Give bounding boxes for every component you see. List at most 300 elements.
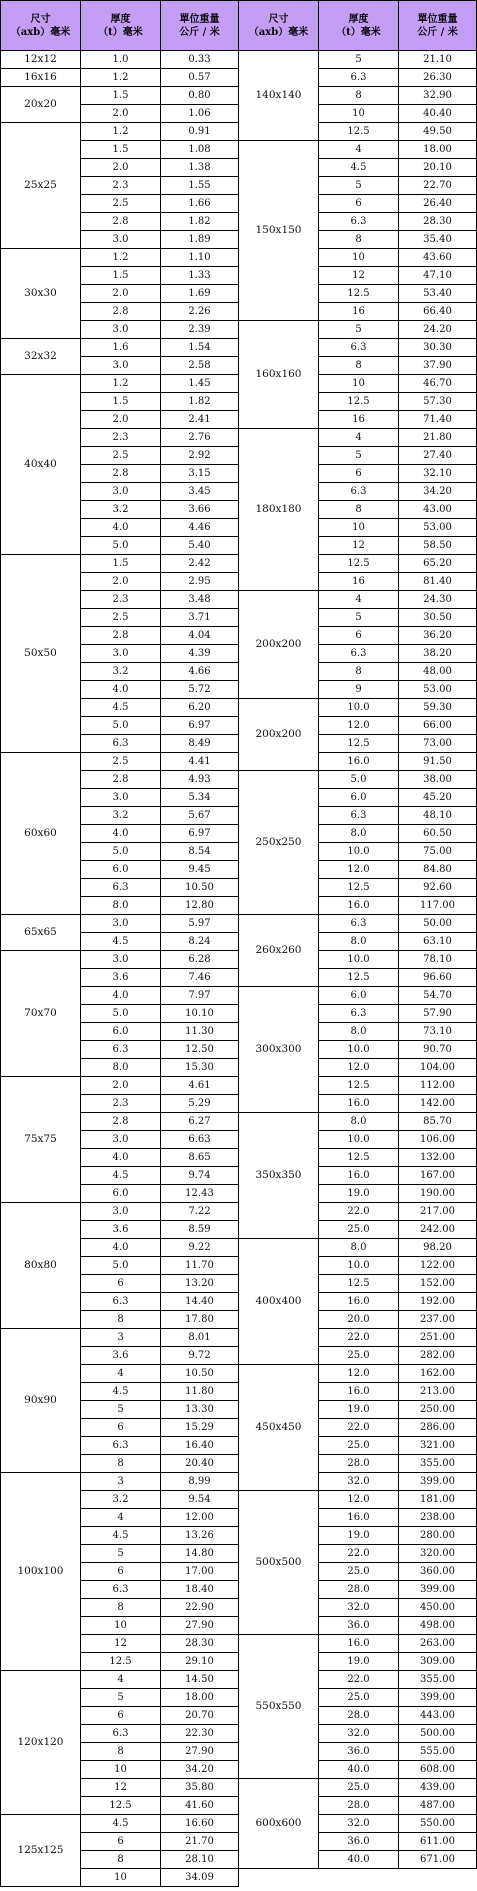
thickness-cell: 3 [81,1329,161,1347]
thickness-cell: 2.5 [81,609,161,627]
unit-weight-cell: 66.00 [399,717,477,735]
unit-weight-cell: 1.69 [161,285,239,303]
unit-weight-cell: 38.20 [399,645,477,663]
thickness-cell: 4.0 [81,987,161,1005]
thickness-cell: 6.3 [81,1581,161,1599]
thickness-cell: 20.0 [319,1311,399,1329]
table-row [1,555,239,573]
size-cell: 250x250 [239,771,319,915]
thickness-cell: 10.0 [319,1041,399,1059]
thickness-cell: 1.0 [81,51,161,69]
unit-weight-cell: 60.50 [399,825,477,843]
unit-weight-cell: 48.00 [399,663,477,681]
header-thickness: 厚度 （t）毫米 [319,1,399,51]
unit-weight-cell: 53.40 [399,285,477,303]
thickness-cell: 3.0 [81,789,161,807]
thickness-cell: 25.0 [319,1221,399,1239]
thickness-cell: 16 [319,573,399,591]
unit-weight-cell: 7.46 [161,969,239,987]
thickness-cell: 6 [81,1707,161,1725]
thickness-cell: 6 [81,1833,161,1851]
table-row [1,69,239,87]
thickness-cell: 8 [319,231,399,249]
thickness-cell: 4.5 [81,699,161,717]
unit-weight-cell: 152.00 [399,1275,477,1293]
thickness-cell: 28.0 [319,1455,399,1473]
unit-weight-cell: 7.97 [161,987,239,1005]
size-cell: 20x20 [1,87,81,123]
size-cell: 550x550 [239,1635,319,1779]
thickness-cell: 6 [319,627,399,645]
table-row [1,87,239,105]
thickness-cell: 1.2 [81,375,161,393]
unit-weight-cell: 11.80 [161,1383,239,1401]
thickness-cell: 25.0 [319,1689,399,1707]
unit-weight-cell: 11.70 [161,1257,239,1275]
unit-weight-cell: 2.76 [161,429,239,447]
table-row [1,1473,239,1491]
thickness-cell: 10.0 [319,1257,399,1275]
thickness-cell: 5.0 [319,771,399,789]
unit-weight-cell: 4.93 [161,771,239,789]
thickness-cell: 1.5 [81,555,161,573]
thickness-cell: 19.0 [319,1401,399,1419]
thickness-cell: 3.2 [81,663,161,681]
thickness-cell: 12.5 [319,969,399,987]
unit-weight-cell: 24.20 [399,321,477,339]
header-unit-weight: 單位重量 公斤 / 米 [161,1,239,51]
thickness-cell: 12.0 [319,1365,399,1383]
thickness-cell: 12 [81,1779,161,1797]
size-cell: 125x125 [1,1815,81,1887]
thickness-cell: 2.0 [81,105,161,123]
unit-weight-cell: 22.30 [161,1725,239,1743]
unit-weight-cell: 6.20 [161,699,239,717]
unit-weight-cell: 47.10 [399,267,477,285]
thickness-cell: 4 [81,1671,161,1689]
header-size: 尺寸 （axb）毫米 [1,1,81,51]
unit-weight-cell: 75.00 [399,843,477,861]
thickness-cell: 4.5 [81,1815,161,1833]
thickness-cell: 5 [81,1401,161,1419]
unit-weight-cell: 27.90 [161,1743,239,1761]
thickness-cell: 5.0 [81,717,161,735]
size-cell: 260x260 [239,915,319,987]
unit-weight-cell: 498.00 [399,1617,477,1635]
thickness-cell: 1.5 [81,141,161,159]
unit-weight-cell: 34.20 [161,1761,239,1779]
size-cell: 60x60 [1,753,81,915]
thickness-cell: 8 [81,1455,161,1473]
unit-weight-cell: 181.00 [399,1491,477,1509]
size-cell: 16x16 [1,69,81,87]
thickness-cell: 2.3 [81,177,161,195]
unit-weight-cell: 20.10 [399,159,477,177]
unit-weight-cell: 213.00 [399,1383,477,1401]
weight-table-left [0,0,239,1887]
unit-weight-cell: 192.00 [399,1293,477,1311]
unit-weight-cell: 4.41 [161,753,239,771]
thickness-cell: 6 [319,465,399,483]
thickness-cell: 1.5 [81,393,161,411]
size-cell: 70x70 [1,951,81,1077]
size-cell: 65x65 [1,915,81,951]
thickness-cell: 16.0 [319,897,399,915]
unit-weight-cell: 450.00 [399,1599,477,1617]
size-cell: 32x32 [1,339,81,375]
header-unit-weight: 單位重量 公斤 / 米 [399,1,477,51]
table-header-row [1,1,239,51]
unit-weight-cell: 1.54 [161,339,239,357]
thickness-cell: 6.3 [81,735,161,753]
unit-weight-cell: 35.80 [161,1779,239,1797]
unit-weight-cell: 11.30 [161,1023,239,1041]
unit-weight-cell: 1.82 [161,393,239,411]
unit-weight-cell: 4.46 [161,519,239,537]
thickness-cell: 8.0 [319,1113,399,1131]
table-row [1,123,239,141]
unit-weight-cell: 85.70 [399,1113,477,1131]
thickness-cell: 12 [319,267,399,285]
thickness-cell: 8 [81,1599,161,1617]
unit-weight-cell: 250.00 [399,1401,477,1419]
unit-weight-cell: 5.34 [161,789,239,807]
size-cell: 140x140 [239,51,319,141]
unit-weight-cell: 12.00 [161,1509,239,1527]
thickness-cell: 3.0 [81,357,161,375]
unit-weight-cell: 6.28 [161,951,239,969]
thickness-cell: 3.0 [81,231,161,249]
unit-weight-cell: 38.00 [399,771,477,789]
unit-weight-cell: 9.54 [161,1491,239,1509]
thickness-cell: 28.0 [319,1581,399,1599]
unit-weight-cell: 49.50 [399,123,477,141]
thickness-cell: 10 [81,1617,161,1635]
table-row [1,915,239,933]
thickness-cell: 2.0 [81,573,161,591]
thickness-cell: 8.0 [319,825,399,843]
thickness-cell: 3 [81,1473,161,1491]
unit-weight-cell: 41.60 [161,1797,239,1815]
unit-weight-cell: 238.00 [399,1509,477,1527]
thickness-cell: 1.2 [81,249,161,267]
thickness-cell: 4.0 [81,1239,161,1257]
thickness-cell: 3.0 [81,483,161,501]
thickness-cell: 10 [81,1761,161,1779]
unit-weight-cell: 13.20 [161,1275,239,1293]
unit-weight-cell: 1.08 [161,141,239,159]
unit-weight-cell: 26.30 [399,69,477,87]
size-cell: 300x300 [239,987,319,1113]
thickness-cell: 5.0 [81,843,161,861]
unit-weight-cell: 16.40 [161,1437,239,1455]
thickness-cell: 6.0 [319,789,399,807]
table-row [239,51,477,69]
thickness-cell: 1.5 [81,87,161,105]
thickness-cell: 6 [81,1419,161,1437]
unit-weight-cell: 487.00 [399,1797,477,1815]
thickness-cell: 6.3 [319,69,399,87]
thickness-cell: 16 [319,303,399,321]
thickness-cell: 2.8 [81,627,161,645]
unit-weight-cell: 4.66 [161,663,239,681]
thickness-cell: 12 [81,1635,161,1653]
thickness-cell: 4.0 [81,681,161,699]
unit-weight-cell: 0.80 [161,87,239,105]
unit-weight-cell: 3.48 [161,591,239,609]
unit-weight-cell: 1.10 [161,249,239,267]
thickness-cell: 10.0 [319,699,399,717]
unit-weight-cell: 18.00 [399,141,477,159]
unit-weight-cell: 1.38 [161,159,239,177]
unit-weight-cell: 9.72 [161,1347,239,1365]
thickness-cell: 12.5 [319,123,399,141]
thickness-cell: 9 [319,681,399,699]
unit-weight-cell: 32.10 [399,465,477,483]
unit-weight-cell: 106.00 [399,1131,477,1149]
unit-weight-cell: 9.22 [161,1239,239,1257]
table-row [239,429,477,447]
thickness-cell: 5 [319,51,399,69]
thickness-cell: 16.0 [319,753,399,771]
thickness-cell: 12.5 [319,285,399,303]
thickness-cell: 6.0 [81,1185,161,1203]
table-row [1,1815,239,1833]
unit-weight-cell: 242.00 [399,1221,477,1239]
unit-weight-cell: 14.80 [161,1545,239,1563]
unit-weight-cell: 5.29 [161,1095,239,1113]
thickness-cell: 19.0 [319,1653,399,1671]
thickness-cell: 8.0 [319,1239,399,1257]
size-cell: 80x80 [1,1203,81,1329]
size-cell: 25x25 [1,123,81,249]
unit-weight-cell: 5.40 [161,537,239,555]
thickness-cell: 10 [319,519,399,537]
thickness-cell: 4.0 [81,1149,161,1167]
thickness-cell: 3.0 [81,645,161,663]
thickness-cell: 4.5 [81,1383,161,1401]
thickness-cell: 6.3 [319,915,399,933]
table-row [239,1635,477,1653]
unit-weight-cell: 1.06 [161,105,239,123]
thickness-cell: 4 [81,1365,161,1383]
thickness-cell: 2.8 [81,303,161,321]
unit-weight-cell: 439.00 [399,1779,477,1797]
unit-weight-cell: 43.00 [399,501,477,519]
thickness-cell: 6.3 [319,807,399,825]
unit-weight-cell: 35.40 [399,231,477,249]
table-header-row [239,1,477,51]
thickness-cell: 6.3 [319,645,399,663]
unit-weight-cell: 34.09 [161,1869,239,1887]
weight-table-right [238,0,477,1869]
unit-weight-cell: 21.70 [161,1833,239,1851]
unit-weight-cell: 309.00 [399,1653,477,1671]
unit-weight-cell: 10.50 [161,1365,239,1383]
thickness-cell: 12.0 [319,1491,399,1509]
unit-weight-cell: 1.55 [161,177,239,195]
unit-weight-cell: 162.00 [399,1365,477,1383]
unit-weight-cell: 2.42 [161,555,239,573]
table-row [1,1329,239,1347]
unit-weight-cell: 15.30 [161,1059,239,1077]
unit-weight-cell: 550.00 [399,1815,477,1833]
unit-weight-cell: 2.95 [161,573,239,591]
table-row [239,1239,477,1257]
unit-weight-cell: 2.26 [161,303,239,321]
thickness-cell: 4 [319,429,399,447]
thickness-cell: 12.5 [319,1275,399,1293]
unit-weight-cell: 15.29 [161,1419,239,1437]
unit-weight-cell: 8.24 [161,933,239,951]
thickness-cell: 28.0 [319,1707,399,1725]
unit-weight-cell: 4.61 [161,1077,239,1095]
thickness-cell: 25.0 [319,1563,399,1581]
thickness-cell: 8 [81,1851,161,1869]
thickness-cell: 16.0 [319,1095,399,1113]
size-cell: 30x30 [1,249,81,339]
unit-weight-cell: 84.80 [399,861,477,879]
thickness-cell: 12.5 [319,735,399,753]
table-row [239,321,477,339]
thickness-cell: 12.5 [319,1077,399,1095]
thickness-cell: 2.3 [81,591,161,609]
size-cell: 75x75 [1,1077,81,1203]
thickness-cell: 8 [319,357,399,375]
table-row [239,591,477,609]
unit-weight-cell: 0.33 [161,51,239,69]
size-cell: 150x150 [239,141,319,321]
thickness-cell: 3.6 [81,1221,161,1239]
unit-weight-cell: 6.27 [161,1113,239,1131]
unit-weight-cell: 611.00 [399,1833,477,1851]
size-cell: 350x350 [239,1113,319,1239]
unit-weight-cell: 8.54 [161,843,239,861]
unit-weight-cell: 24.30 [399,591,477,609]
thickness-cell: 10.0 [319,951,399,969]
unit-weight-cell: 53.00 [399,681,477,699]
unit-weight-cell: 217.00 [399,1203,477,1221]
thickness-cell: 4.5 [81,933,161,951]
unit-weight-cell: 18.00 [161,1689,239,1707]
unit-weight-cell: 73.10 [399,1023,477,1041]
size-cell: 90x90 [1,1329,81,1473]
table-row [239,1491,477,1509]
header-size: 尺寸 （axb）毫米 [239,1,319,51]
unit-weight-cell: 3.45 [161,483,239,501]
unit-weight-cell: 57.90 [399,1005,477,1023]
thickness-cell: 10 [319,375,399,393]
unit-weight-cell: 4.39 [161,645,239,663]
unit-weight-cell: 43.60 [399,249,477,267]
unit-weight-cell: 237.00 [399,1311,477,1329]
thickness-cell: 12.5 [81,1653,161,1671]
thickness-cell: 6 [81,1275,161,1293]
thickness-cell: 1.2 [81,123,161,141]
thickness-cell: 16 [319,411,399,429]
thickness-cell: 8.0 [81,897,161,915]
unit-weight-cell: 167.00 [399,1167,477,1185]
unit-weight-cell: 1.82 [161,213,239,231]
unit-weight-cell: 671.00 [399,1851,477,1869]
header-thickness: 厚度 （t）毫米 [81,1,161,51]
unit-weight-cell: 58.50 [399,537,477,555]
thickness-cell: 16.0 [319,1293,399,1311]
thickness-cell: 22.0 [319,1329,399,1347]
unit-weight-cell: 7.22 [161,1203,239,1221]
unit-weight-cell: 5.72 [161,681,239,699]
unit-weight-cell: 28.30 [399,213,477,231]
thickness-cell: 4.5 [81,1527,161,1545]
thickness-cell: 8 [319,87,399,105]
unit-weight-cell: 50.00 [399,915,477,933]
table-row [1,1671,239,1689]
unit-weight-cell: 14.40 [161,1293,239,1311]
thickness-cell: 16.0 [319,1509,399,1527]
unit-weight-cell: 286.00 [399,1419,477,1437]
thickness-cell: 4.5 [81,1167,161,1185]
thickness-cell: 10 [319,249,399,267]
table-row [239,1113,477,1131]
unit-weight-cell: 81.40 [399,573,477,591]
thickness-cell: 5 [319,177,399,195]
unit-weight-cell: 22.70 [399,177,477,195]
thickness-cell: 40.0 [319,1851,399,1869]
thickness-cell: 2.0 [81,159,161,177]
unit-weight-cell: 65.20 [399,555,477,573]
thickness-cell: 6.0 [81,861,161,879]
unit-weight-cell: 59.30 [399,699,477,717]
thickness-cell: 8 [81,1311,161,1329]
unit-weight-cell: 500.00 [399,1725,477,1743]
thickness-cell: 8.0 [319,933,399,951]
unit-weight-cell: 12.43 [161,1185,239,1203]
unit-weight-cell: 320.00 [399,1545,477,1563]
thickness-cell: 6.0 [81,1023,161,1041]
thickness-cell: 12.0 [319,861,399,879]
thickness-cell: 12.5 [319,1149,399,1167]
unit-weight-cell: 8.65 [161,1149,239,1167]
unit-weight-cell: 355.00 [399,1671,477,1689]
thickness-cell: 4.5 [319,159,399,177]
unit-weight-cell: 2.39 [161,321,239,339]
unit-weight-cell: 1.45 [161,375,239,393]
unit-weight-cell: 21.10 [399,51,477,69]
thickness-cell: 25.0 [319,1347,399,1365]
size-cell: 40x40 [1,375,81,555]
thickness-cell: 5.0 [81,1257,161,1275]
unit-weight-cell: 17.00 [161,1563,239,1581]
thickness-cell: 19.0 [319,1185,399,1203]
unit-weight-cell: 28.10 [161,1851,239,1869]
thickness-cell: 3.2 [81,1491,161,1509]
table-row [1,1203,239,1221]
unit-weight-cell: 29.10 [161,1653,239,1671]
thickness-cell: 32.0 [319,1473,399,1491]
unit-weight-cell: 34.20 [399,483,477,501]
thickness-cell: 3.6 [81,1347,161,1365]
thickness-cell: 2.8 [81,1113,161,1131]
thickness-cell: 6.0 [319,987,399,1005]
table-row [239,1779,477,1797]
unit-weight-cell: 104.00 [399,1059,477,1077]
thickness-cell: 6.3 [319,483,399,501]
unit-weight-cell: 5.97 [161,915,239,933]
thickness-cell: 36.0 [319,1833,399,1851]
unit-weight-cell: 48.10 [399,807,477,825]
thickness-cell: 6.3 [81,1437,161,1455]
unit-weight-cell: 321.00 [399,1437,477,1455]
